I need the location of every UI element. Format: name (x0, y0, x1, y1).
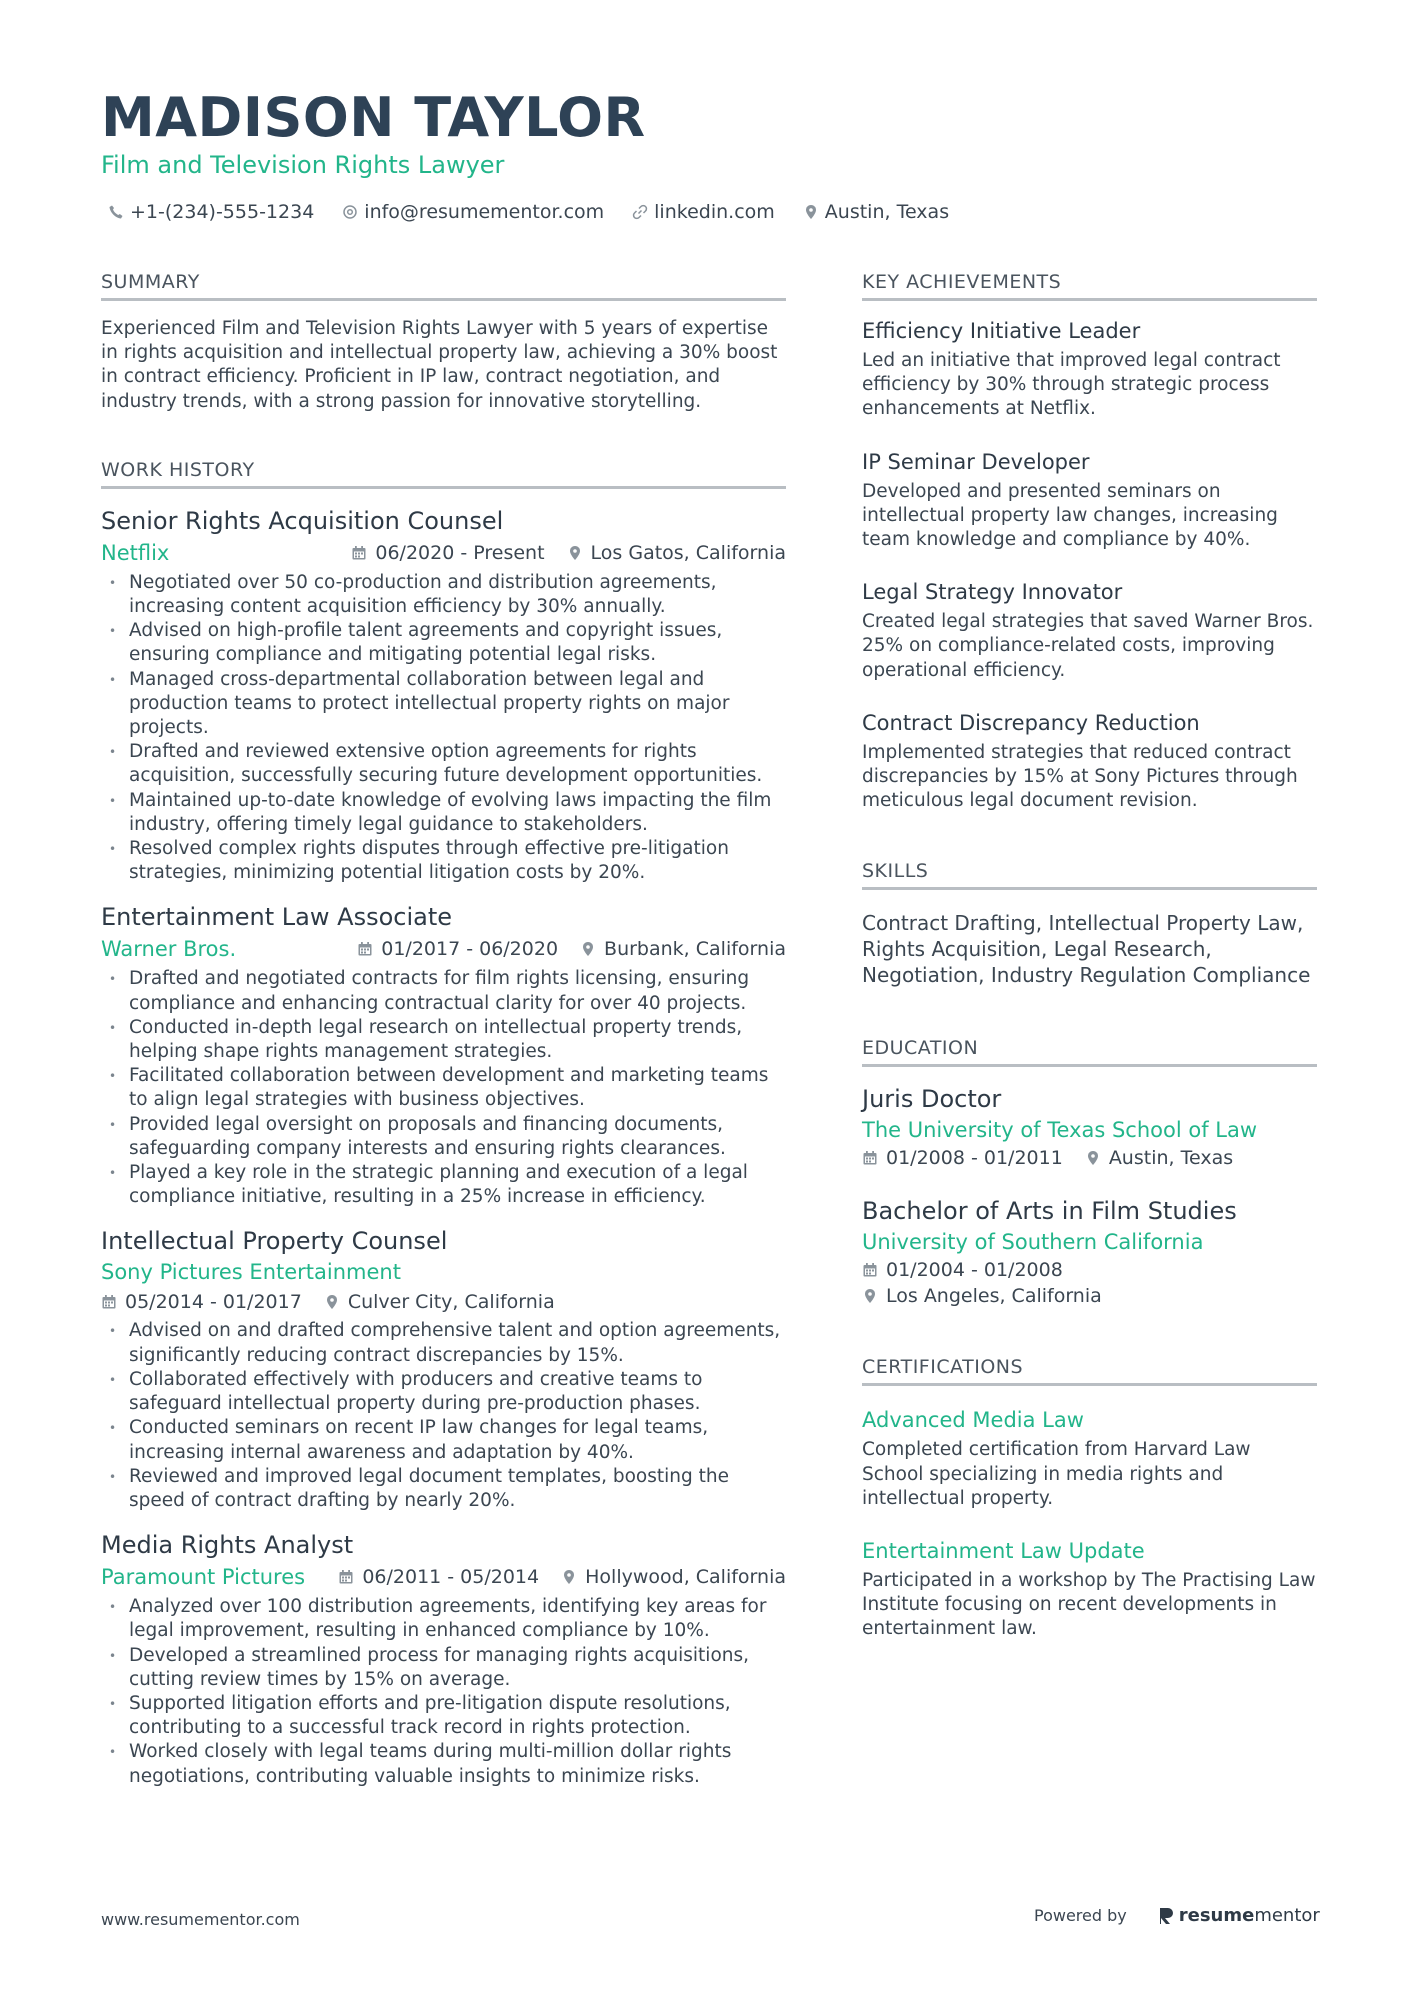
list-item: • Negotiated over 50 co-production and distribution agreements, increasing content acquisition efficiency by 30% annually. (101, 571, 786, 619)
right-column (862, 270, 1317, 1642)
contact-bar (108, 200, 977, 224)
achievement-desc: Created legal strategies that saved Warner Bros. 25% on compliance-related costs, improving operational efficiency. (862, 611, 1314, 681)
school-name: The University of Texas School of Law (862, 1118, 1258, 1143)
job-bullets (101, 571, 786, 886)
list-item: • Conducted seminars on recent IP law changes for legal teams, increasing internal awareness and adaptation by 40%. (101, 1416, 786, 1464)
job-bullets (101, 967, 786, 1209)
job-title: Entertainment Law Associate (101, 903, 452, 932)
candidate-name: MADISON TAYLOR (101, 86, 646, 149)
achievement-title: Legal Strategy Innovator (862, 580, 1123, 605)
job-location: Hollywood, California (585, 1566, 786, 1589)
certification-item (862, 1537, 1317, 1642)
linkedin-text[interactable]: linkedin.com (654, 201, 775, 223)
left-column (101, 270, 786, 1789)
work-history-heading: WORK HISTORY (101, 458, 786, 489)
list-item: • Advised on and drafted comprehensive talent and option agreements, significantly reducing contract discrepancies by 15%. (101, 1319, 786, 1367)
calendar-icon (351, 545, 367, 561)
list-item: • Supported litigation efforts and pre-litigation dispute resolutions, contributing to a successful track record in rights protection. (101, 1692, 786, 1740)
location-text: Austin, Texas (824, 201, 950, 223)
email-text[interactable]: info@resumementor.com (364, 201, 605, 223)
job-meta (101, 1289, 786, 1315)
job-location: Burbank, California (604, 938, 786, 961)
list-item: • Advised on high-profile talent agreements and copyright issues, ensuring compliance and mitigating potential legal risks. (101, 619, 786, 667)
list-item: • Collaborated effectively with producers and creative teams to safeguard intellectual property during pre-production phases. (101, 1368, 786, 1416)
list-item: • Managed cross-departmental collaboration between legal and production teams to protect intellectual property rights on major projects. (101, 668, 786, 741)
company-name: Paramount Pictures (101, 1565, 306, 1590)
powered-by-text: Powered by (1034, 1906, 1127, 1925)
company-name: Warner Bros. (101, 937, 237, 962)
job-location: Culver City, California (347, 1291, 555, 1314)
calendar-icon (862, 1150, 878, 1166)
location-pin-icon (862, 1288, 878, 1304)
list-item: • Drafted and reviewed extensive option agreements for rights acquisition, successfully securing future development opportunities. (101, 740, 786, 788)
achievement-item (862, 709, 1317, 814)
company-name: Sony Pictures Entertainment (101, 1260, 401, 1285)
degree-title: Juris Doctor (862, 1085, 1002, 1114)
job-location: Los Gatos, California (590, 541, 786, 564)
list-item: • Played a key role in the strategic planning and execution of a legal compliance initiative, resulting in a 25% increase in efficiency. (101, 1161, 786, 1209)
education-item (862, 1083, 1317, 1171)
at-icon (342, 204, 358, 220)
achievement-item (862, 578, 1317, 683)
list-item: • Worked closely with legal teams during multi-million dollar rights negotiations, contributing valuable insights to minimize risks. (101, 1740, 786, 1788)
list-item: • Facilitated collaboration between development and marketing teams to align legal strategies with business objectives. (101, 1064, 786, 1112)
education-dates: 01/2004 - 01/2008 (886, 1259, 1063, 1282)
phone-icon (108, 204, 124, 220)
job-dates: 06/2011 - 05/2014 (362, 1566, 540, 1589)
job-entry (101, 1225, 786, 1513)
job-dates: 05/2014 - 01/2017 (125, 1291, 302, 1314)
contact-email[interactable] (342, 200, 604, 224)
certification-desc: Completed certification from Harvard Law School specializing in media rights and intellectual property. (862, 1439, 1251, 1509)
education-location: Los Angeles, California (886, 1285, 1102, 1308)
list-item: • Provided legal oversight on proposals and financing documents, safeguarding company interests and ensuring rights clearances. (101, 1113, 786, 1161)
calendar-icon (357, 941, 373, 957)
skills-text: Contract Drafting, Intellectual Property Law, Rights Acquisition, Legal Research, Negotiation, Industry Regulation Compliance (862, 911, 1311, 988)
candidate-role: Film and Television Rights Lawyer (101, 151, 505, 179)
location-pin-icon (561, 1569, 577, 1585)
job-title: Senior Rights Acquisition Counsel (101, 506, 504, 535)
certifications-heading: CERTIFICATIONS (862, 1355, 1317, 1386)
calendar-icon (862, 1262, 878, 1278)
education-heading: EDUCATION (862, 1036, 1317, 1067)
achievement-desc: Implemented strategies that reduced contract discrepancies by 15% at Sony Pictures through meticulous legal document revision. (862, 741, 1298, 812)
location-pin-icon (580, 941, 596, 957)
calendar-icon (101, 1294, 117, 1310)
job-entry (101, 505, 786, 886)
job-title: Intellectual Property Counsel (101, 1227, 448, 1256)
school-name: University of Southern California (862, 1230, 1204, 1255)
achievement-title: IP Seminar Developer (862, 449, 1090, 474)
achievement-item (862, 448, 1317, 553)
footer-website[interactable]: www.resumementor.com (101, 1910, 300, 1929)
brand-logo[interactable] (1157, 1905, 1320, 1926)
list-item: • Resolved complex rights disputes through effective pre-litigation strategies, minimizing potential litigation costs by 20%. (101, 837, 786, 885)
job-entry (101, 901, 786, 1209)
summary-text: Experienced Film and Television Rights Lawyer with 5 years of expertise in rights acquisition and intellectual property law, achieving a 30% boost in contract efficiency. Proficient in IP law, contract negotiation, and industry trends, with a strong passion for innovative storytelling. (101, 318, 778, 412)
location-pin-icon (803, 204, 819, 220)
education-item (862, 1195, 1317, 1309)
job-meta (101, 1563, 786, 1591)
list-item: • Reviewed and improved legal document templates, boosting the speed of contract drafting by nearly 20%. (101, 1465, 786, 1513)
job-meta (101, 539, 786, 567)
achievement-desc: Led an initiative that improved legal contract efficiency by 30% through strategic process enhancements at Netflix. (862, 350, 1281, 420)
calendar-icon (338, 1569, 354, 1585)
education-dates: 01/2008 - 01/2011 (886, 1147, 1063, 1170)
job-bullets (101, 1595, 786, 1789)
achievement-desc: Developed and presented seminars on intellectual property law changes, increasing team knowledge and compliance by 40%. (862, 480, 1278, 551)
achievement-title: Efficiency Initiative Leader (862, 319, 1141, 343)
resumementor-logo-icon (1157, 1906, 1175, 1926)
job-dates: 01/2017 - 06/2020 (381, 938, 559, 961)
brand-light: mentor (1254, 1905, 1320, 1926)
achievement-item (862, 317, 1317, 422)
job-dates: 06/2020 - Present (375, 541, 545, 564)
contact-phone (108, 200, 314, 224)
list-item: • Maintained up-to-date knowledge of evolving laws impacting the film industry, offering timely legal guidance to stakeholders. (101, 789, 786, 837)
certification-item (862, 1406, 1317, 1511)
job-title: Media Rights Analyst (101, 1531, 354, 1560)
location-pin-icon (1085, 1150, 1101, 1166)
brand-bold: resume (1178, 1905, 1255, 1926)
list-item: • Drafted and negotiated contracts for film rights licensing, ensuring compliance and enhancing contractual clarity for over 40 projects. (101, 967, 786, 1015)
certification-title: Entertainment Law Update (862, 1539, 1145, 1564)
contact-location (803, 200, 949, 224)
certification-desc: Participated in a workshop by The Practising Law Institute focusing on recent developments in entertainment law. (862, 1570, 1316, 1640)
list-item: • Developed a streamlined process for managing rights acquisitions, cutting review times by 15% on average. (101, 1644, 786, 1692)
location-pin-icon (324, 1294, 340, 1310)
skills-heading: SKILLS (862, 859, 1317, 890)
contact-linkedin[interactable] (632, 200, 775, 224)
job-bullets (101, 1319, 786, 1513)
job-meta (101, 935, 786, 963)
company-name: Netflix (101, 540, 170, 565)
education-location: Austin, Texas (1108, 1147, 1234, 1170)
degree-title: Bachelor of Arts in Film Studies (862, 1197, 1237, 1226)
summary-heading: SUMMARY (101, 270, 786, 301)
phone-text: +1-(234)-555-1234 (130, 201, 315, 223)
link-icon (632, 204, 648, 220)
achievement-title: Contract Discrepancy Reduction (862, 710, 1200, 735)
certification-title: Advanced Media Law (862, 1408, 1084, 1433)
location-pin-icon (567, 545, 583, 561)
job-entry (101, 1529, 786, 1789)
list-item: • Analyzed over 100 distribution agreements, identifying key areas for legal improvement, resulting in enhanced compliance by 10%. (101, 1595, 786, 1643)
key-achievements-heading: KEY ACHIEVEMENTS (862, 270, 1317, 301)
list-item: • Conducted in-depth legal research on intellectual property trends, helping shape rights management strategies. (101, 1016, 786, 1064)
footer-powered (1034, 1905, 1320, 1926)
